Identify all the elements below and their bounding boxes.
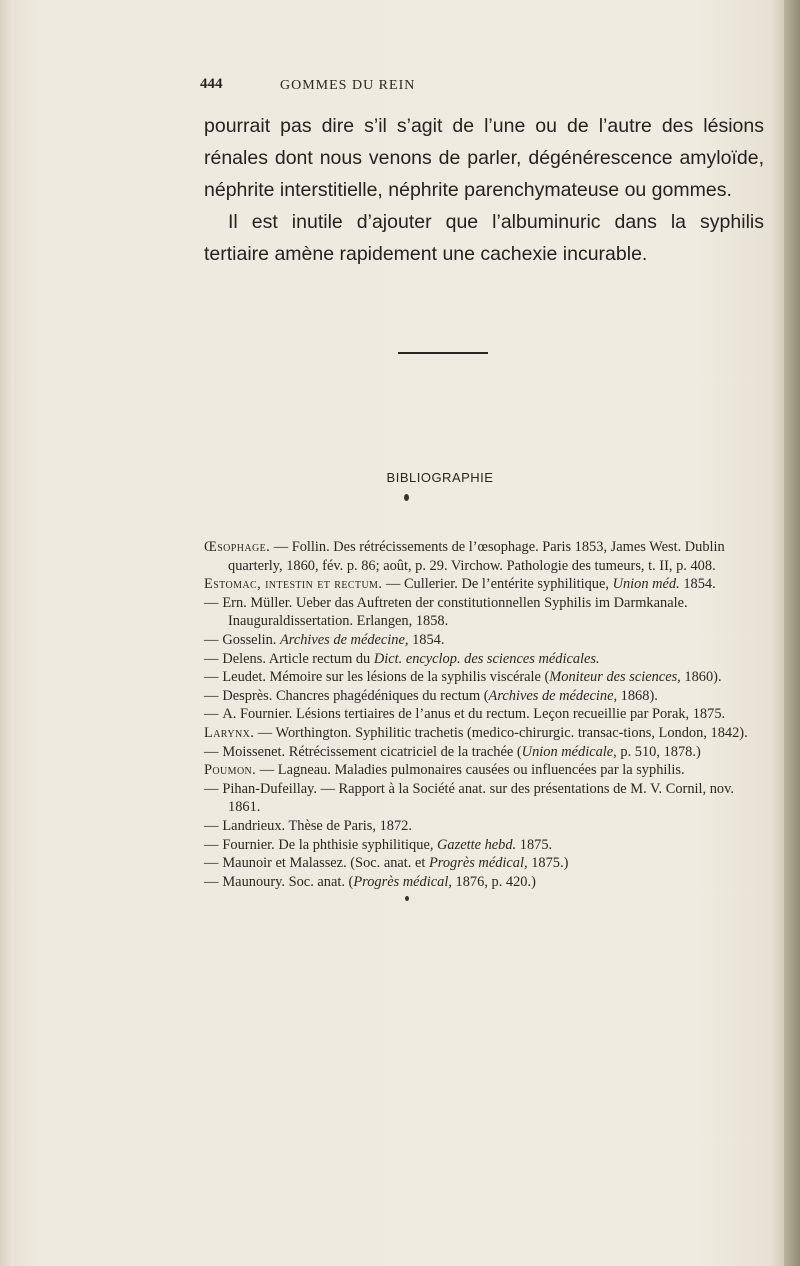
entry-dash: — — [204, 687, 219, 704]
entry-journal: Moniteur des sciences, — [549, 669, 681, 686]
entry-text-tail: 1854. — [679, 576, 716, 593]
running-title: GOMMES DU REIN — [280, 78, 416, 93]
bibliography-entry — [204, 743, 764, 762]
entry-journal: Dict. encyclop. des sciences médicales. — [373, 650, 600, 667]
bibliography-title: BIBLIOGRAPHIE — [386, 470, 494, 485]
bibliography-entry — [204, 836, 764, 855]
entry-heading: Larynx. — [204, 724, 255, 741]
entry-dash: — — [204, 631, 219, 648]
entry-journal: Archives de médecine, — [488, 687, 618, 704]
bibliography-entry — [204, 650, 764, 669]
bibliography-entry — [204, 724, 764, 743]
page-header — [200, 76, 640, 98]
bibliography-entry — [204, 873, 764, 892]
entry-dash: — — [204, 743, 219, 760]
bibliography-entry — [204, 854, 764, 873]
entry-heading: Œsophage. — [204, 539, 271, 555]
entry-text-tail: 1875. — [516, 836, 553, 853]
entry-dash: — — [204, 594, 219, 611]
entry-dash: — — [204, 836, 219, 853]
entry-text: Gosselin. — [222, 631, 280, 648]
bibliography-entry — [204, 668, 764, 687]
entry-text: Delens. Article rectum du — [222, 650, 374, 667]
entry-dash: — — [204, 873, 219, 890]
bibliography-entry — [204, 780, 764, 817]
entry-text: Ern. Müller. Ueber das Auftreten der constitutionnellen Syphilis im Darmkanale. Inauguraldissertation. Erlangen, 1858. — [222, 594, 688, 630]
bibliography-entry — [204, 687, 764, 706]
entry-text: Fournier. De la phthisie syphilitique, — [222, 836, 438, 853]
body-text — [204, 110, 764, 270]
bibliography-entry — [204, 594, 764, 631]
entry-journal: Progrès médical, — [353, 873, 452, 890]
ink-speck — [405, 896, 409, 901]
entry-text: Pihan-Dufeillay. — Rapport à la Société anat. sur des présentations de M. V. Cornil, nov. 1861. — [222, 780, 734, 816]
entry-text: — Lagneau. Maladies pulmonaires causées ou influencées par la syphilis. — [256, 762, 685, 779]
ink-speck — [404, 494, 409, 501]
paragraph: Il est inutile d’ajouter que l’albuminuric dans la syphilis tertiaire amène rapidement une cachexie incurable. — [204, 211, 764, 265]
entry-text: Leudet. Mémoire sur les lésions de la syphilis viscérale ( — [222, 669, 550, 686]
entry-text: — Worthington. Syphilitic trachetis (medico-chirurgic. transac-tions, London, 1842). — [254, 724, 748, 741]
entry-text: Landrieux. Thèse de Paris, 1872. — [222, 817, 412, 834]
bibliography-entry — [204, 538, 764, 575]
entry-text: Desprès. Chancres phagédéniques du rectum ( — [222, 687, 489, 704]
entry-text: Moissenet. Rétrécissement cicatriciel de la trachée ( — [222, 743, 522, 760]
entry-journal: Progrès médical, — [429, 855, 528, 872]
bibliography-entry — [204, 817, 764, 836]
section-divider — [398, 352, 488, 354]
entry-journal: Union médicale, — [521, 743, 617, 760]
entry-text: Maunoury. Soc. anat. ( — [222, 873, 354, 890]
entry-dash: — — [204, 780, 219, 797]
entry-text-tail: 1875.) — [527, 855, 569, 872]
bibliography-entry — [204, 575, 764, 594]
paragraph: pourrait pas dire s’il s’agit de l’une ou de l’autre des lésions rénales dont nous venons de parler, dégénérescence amyloïde, néphrite interstitielle, néphrite parenchymateuse ou gommes. — [204, 115, 764, 201]
entry-journal: Union méd. — [612, 576, 680, 593]
bibliography-entry — [204, 761, 764, 780]
entry-text-tail: 1876, p. 420.) — [451, 873, 536, 890]
bibliography-entry — [204, 631, 764, 650]
entry-dash: — — [204, 817, 219, 834]
bibliography-list — [204, 538, 764, 891]
page-left-edge — [0, 0, 14, 1266]
entry-dash: — — [204, 706, 219, 723]
entry-text: A. Fournier. Lésions tertiaires de l’anus et du rectum. Leçon recueillie par Porak, 1875. — [222, 706, 726, 723]
entry-heading: Estomac, intestin et rectum. — [204, 576, 383, 593]
entry-journal: Archives de médecine, — [279, 631, 409, 648]
entry-text: Maunoir et Malassez. (Soc. anat. et — [222, 855, 429, 872]
entry-text: — Follin. Des rétrécissements de l’œsophage. Paris 1853, James West. Dublin quarterly, 1860, fév. p. 86; août, p. 29. Virchow. Pathologie des tumeurs, t. II, p. 408. — [228, 539, 725, 574]
entry-text-tail: 1860). — [680, 669, 722, 686]
entry-dash: — — [204, 669, 219, 686]
entry-journal: Gazette hebd. — [437, 836, 517, 853]
page-number: 444 — [200, 76, 223, 92]
entry-heading: Poumon. — [204, 762, 257, 779]
entry-text-tail: p. 510, 1878.) — [616, 743, 701, 760]
bibliography-entry — [204, 705, 764, 724]
entry-text-tail: 1854. — [408, 631, 445, 648]
entry-dash: — — [204, 855, 219, 872]
entry-text: — Cullerier. De l’entérite syphilitique, — [382, 576, 613, 593]
entry-dash: — — [204, 650, 219, 667]
entry-text-tail: 1868). — [617, 687, 658, 704]
page-right-edge — [784, 0, 800, 1266]
